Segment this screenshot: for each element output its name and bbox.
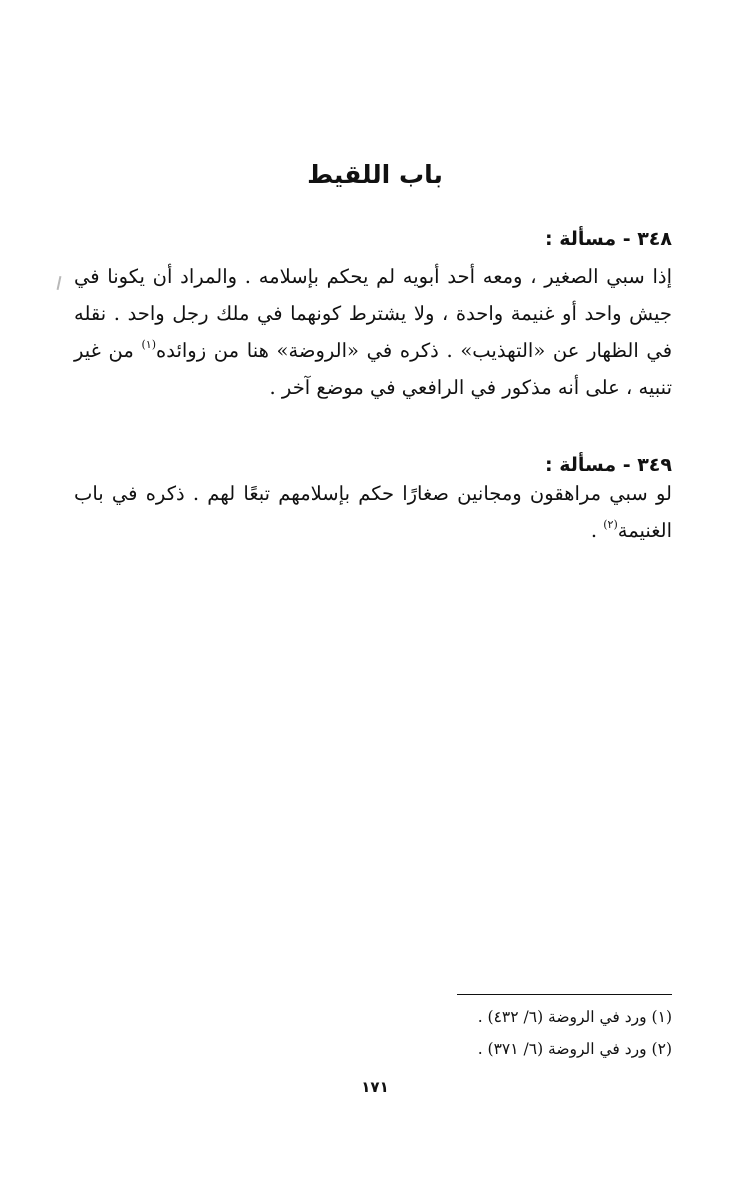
paragraph-text: إذا سبي الصغير ، ومعه أحد أبويه لم يحكم بإسلامه . والمراد أن يكونا في جيش واحد أو غنيمة واحدة ، ولا يشترط كونهما في ملك رجل واحد . نقله في الظهار عن «التهذيب» . ذكره في «الروضة» هنا من زوائده	[74, 265, 673, 362]
chapter-title: باب اللقيط	[307, 160, 443, 189]
paragraph-text: .	[590, 519, 604, 542]
issue-heading: ٣٤٨ - مسألة :	[544, 228, 672, 250]
paragraph-text: لو سبي مراهقون ومجانين صغارًا حكم بإسلامهم تبعًا لهم . ذكره في باب الغنيمة	[74, 482, 672, 542]
footnote-reference[interactable]: (٢)	[603, 518, 618, 531]
footnote: (٢) ورد في الروضة (٦/ ٣٧١) .	[477, 1040, 672, 1058]
issue-paragraph	[74, 258, 672, 406]
issue-heading: ٣٤٩ - مسألة :	[544, 454, 672, 476]
footnote-reference[interactable]: (١)	[141, 338, 156, 351]
footnote-divider	[457, 994, 672, 995]
margin-mark	[57, 276, 62, 290]
page-number: ١٧١	[361, 1078, 389, 1096]
issue-paragraph	[74, 475, 672, 549]
paragraph-text: من غير تنبيه ، على أنه مذكور في الرافعي في موضع آخر .	[74, 339, 672, 399]
footnote: (١) ورد في الروضة (٦/ ٤٣٢) .	[477, 1008, 672, 1026]
